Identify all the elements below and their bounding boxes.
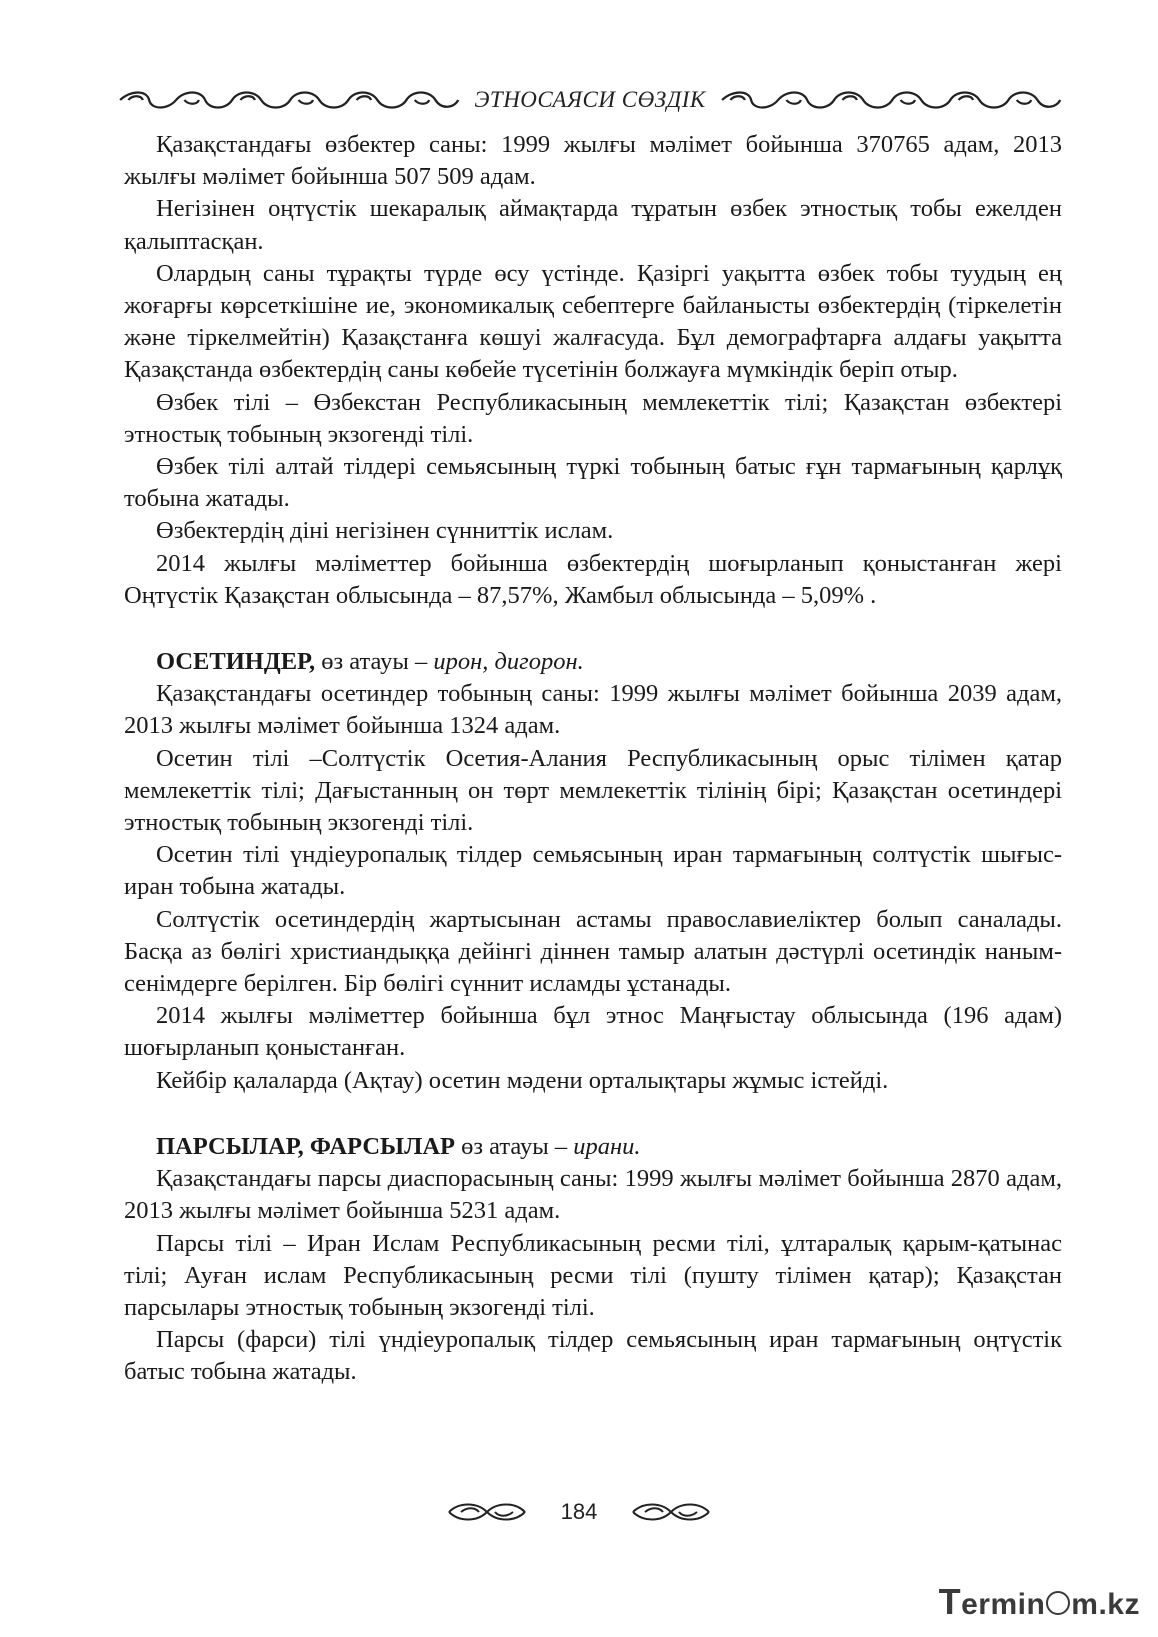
entry-heading-persians — [124, 1131, 1062, 1163]
page-number: 184 — [560, 1499, 598, 1524]
ornament-right-icon — [720, 88, 1062, 112]
paragraph: Осетин тілі –Солтүстік Осетия-Алания Республикасының орыс тілімен қатар мемлекеттік тілі; Дағыстанның он төрт мемлекеттік тілінің бірі; Қазақстан осетиндері этностық тобының экзогенді тілі. — [124, 744, 1062, 837]
self-name-prefix: өз атауы – — [315, 648, 434, 676]
paragraph: Қазақстандағы осетиндер тобының саны: 1999 жылғы мәлімет бойынша 2039 адам, 2013 жылғы мәлімет бойынша 1324 адам. — [124, 680, 1062, 740]
entry-term: ОСЕТИНДЕР, — [156, 648, 316, 676]
flourish-left-icon — [447, 1500, 527, 1524]
paragraph: Олардың саны тұрақты түрде өсу үстінде. Қазіргі уақытта өзбек тобы туудың ең жоғарғы көрсеткішіне ие, экономикалық себептерге байланысты өзбектердің (тіркелетін және тіркелмейтін) Қазақстанға көшуі жалғасуда. Бұл демографтарға алдағы уақытта Қазақстанда өзбектердің саны көбейе түсетінін болжауға мүмкіндік беріп отыр. — [124, 259, 1062, 384]
paragraph: Парсы тілі – Иран Ислам Республикасының ресми тілі, ұлтаралық қарым-қатынас тілі; Ауған ислам Республикасының ресми тілі (пушту тілімен қатар); Қазақстан парсылары этностық тобының экзогенді тілі. — [124, 1229, 1062, 1321]
paragraph: Парсы (фарси) тілі үндіеуропалық тілдер семьясының иран тармағының оңтүстік батыс тобына жатады. — [124, 1326, 1062, 1386]
paragraph: Кейбір қалаларда (Ақтау) осетин мәдени орталықтары жұмыс істейді. — [156, 1066, 889, 1094]
flourish-right-icon — [631, 1500, 711, 1524]
paragraph: 2014 жылғы мәліметтер бойынша өзбектердің шоғырланып қоныстанған жері Оңтүстік Қазақстан облысында – 87,57%, Жамбыл облысында – 5,09% . — [124, 549, 1062, 609]
watermark-ring-icon — [1046, 1591, 1070, 1615]
paragraph: Өзбек тілі – Өзбекстан Республикасының мемлекеттік тілі; Қазақстан өзбектері этностық тобының экзогенді тілі. — [124, 388, 1062, 448]
watermark-logo: Termin m.kz — [938, 1581, 1140, 1622]
self-name: ирани. — [573, 1132, 641, 1160]
header-title: ЭТНОСАЯСИ СӨЗДІК — [474, 87, 706, 112]
paragraph: Қазақстандағы парсы диаспорасының саны: 1999 жылғы мәлімет бойынша 2870 адам, 2013 жылғы мәлімет бойынша 5231 адам. — [124, 1165, 1062, 1225]
self-name: ирон, дигорон. — [433, 648, 584, 676]
body-text — [124, 129, 1062, 1389]
page-footer — [0, 1495, 1158, 1529]
paragraph: Қазақстандағы өзбектер саны: 1999 жылғы мәлімет бойынша 370765 адам, 2013 жылғы мәлімет бойынша 507 509 адам. — [124, 131, 1062, 191]
paragraph: Осетин тілі үндіеуропалық тілдер семьясының иран тармағының солтүстік шығыс-иран тобына жатады. — [124, 841, 1062, 901]
paragraph: Солтүстік осетиндердің жартысынан астамы православиеліктер болып саналады. Басқа аз бөлігі христиандыққа дейінгі діннен тамыр алатын дәстүрлі осетиндік наным-сенімдерге берілген. Бір бөлігі сүннит исламды ұстанады. — [124, 905, 1062, 998]
paragraph: Негізінен оңтүстік шекаралық аймақтарда тұратын өзбек этностық тобы ежелден қалыптасқан. — [124, 195, 1062, 255]
running-header — [118, 84, 1062, 116]
entry-term: ПАРСЫЛАР, ФАРСЫЛАР — [156, 1132, 455, 1160]
entry-heading-ossetians — [124, 646, 1062, 678]
ornament-left-icon — [118, 88, 460, 112]
paragraph: Өзбектердің діні негізінен сүнниттік ислам. — [156, 517, 614, 545]
self-name-prefix: өз атауы – — [455, 1132, 574, 1160]
paragraph: 2014 жылғы мәліметтер бойынша бұл этнос Маңғыстау облысында (196 адам) шоғырланып қоныстанған. — [124, 1002, 1062, 1062]
paragraph: Өзбек тілі алтай тілдері семьясының түркі тобының батыс ғұн тармағының қарлұқ тобына жатады. — [124, 453, 1062, 513]
